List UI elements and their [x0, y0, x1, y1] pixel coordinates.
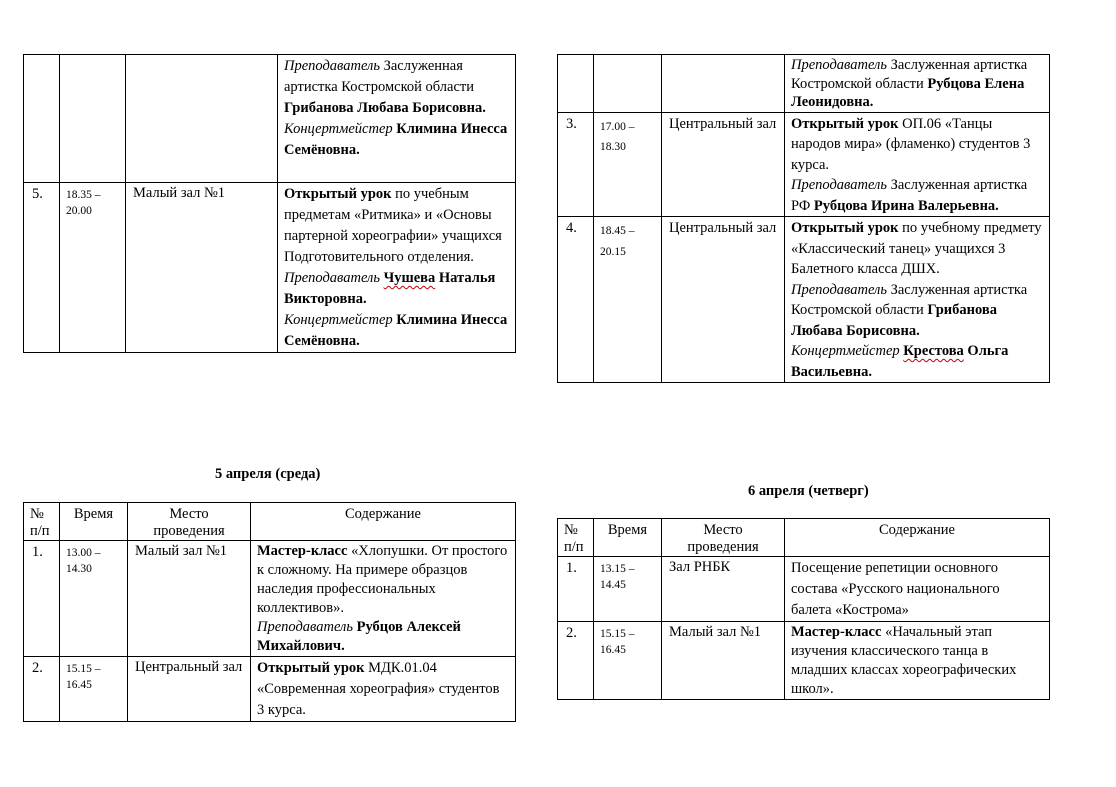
cell-time: 17.00 – 18.30	[594, 112, 662, 217]
day-heading-april-5: 5 апреля (среда)	[215, 466, 321, 482]
schedule-table-april-6	[557, 518, 1050, 700]
table-row	[558, 217, 1050, 383]
cell-num	[558, 55, 594, 113]
cell-place: Зал РНБК	[662, 557, 785, 622]
header-content: Содержание	[785, 519, 1050, 557]
schedule-table-continued-right	[557, 54, 1050, 383]
cell-time	[594, 55, 662, 113]
table-row	[558, 557, 1050, 622]
cell-time: 18.35 – 20.00	[60, 183, 126, 353]
header-time: Время	[594, 519, 662, 557]
table-row	[24, 183, 516, 353]
table-row	[24, 541, 516, 657]
cell-place: Центральный зал	[662, 217, 785, 383]
cell-time: 13.15 – 14.45	[594, 557, 662, 622]
cell-place: Малый зал №1	[128, 541, 251, 657]
header-content: Содержание	[251, 503, 516, 541]
table-row	[24, 657, 516, 722]
cell-num: 1.	[558, 557, 594, 622]
table-header-row	[24, 503, 516, 541]
header-place: Место проведения	[128, 503, 251, 541]
table-row	[558, 112, 1050, 217]
cell-content: Преподаватель Заслуженная артистка Костромской области Рубцова Елена Леонидовна.	[785, 55, 1050, 113]
cell-place: Центральный зал	[128, 657, 251, 722]
cell-num: 1.	[24, 541, 60, 657]
schedule-table-april-5	[23, 502, 516, 722]
schedule-table-continued-left	[23, 54, 516, 353]
cell-place: Центральный зал	[662, 112, 785, 217]
header-time: Время	[60, 503, 128, 541]
cell-time: 13.00 – 14.30	[60, 541, 128, 657]
cell-time: 18.45 – 20.15	[594, 217, 662, 383]
cell-content: Посещение репетиции основного состава «Русского национального балета «Кострома»	[785, 557, 1050, 622]
cell-content: Открытый урок МДК.01.04 «Современная хореография» студентов 3 курса.	[251, 657, 516, 722]
cell-content: Мастер-класс «Хлопушки. От простого к сложному. На примере образцов наследия профессиональных коллективов». Преподаватель Рубцов Алексей Михайлович.	[251, 541, 516, 657]
table-row	[558, 622, 1050, 700]
cell-place	[662, 55, 785, 113]
cell-content: Мастер-класс «Начальный этап изучения классического танца в младших классах хореографических школ».	[785, 622, 1050, 700]
header-num: № п/п	[558, 519, 594, 557]
cell-num: 2.	[558, 622, 594, 700]
cell-time: 15.15 – 16.45	[60, 657, 128, 722]
cell-content: Преподаватель Заслуженная артистка Костромской области Грибанова Любава Борисовна. Концертмейстер Климина Инесса Семёновна.	[278, 55, 516, 183]
cell-time: 15.15 – 16.45	[594, 622, 662, 700]
table-row	[24, 55, 516, 183]
table-header-row	[558, 519, 1050, 557]
cell-place: Малый зал №1	[662, 622, 785, 700]
cell-num: 2.	[24, 657, 60, 722]
cell-num: 4.	[558, 217, 594, 383]
cell-content: Открытый урок ОП.06 «Танцы народов мира» (фламенко) студентов 3 курса. Преподаватель Заслуженная артистка РФ Рубцова Ирина Валерьевна.	[785, 112, 1050, 217]
cell-place	[126, 55, 278, 183]
cell-time	[60, 55, 126, 183]
cell-num: 3.	[558, 112, 594, 217]
header-place: Место проведения	[662, 519, 785, 557]
cell-place: Малый зал №1	[126, 183, 278, 353]
table-row	[558, 55, 1050, 113]
header-num: № п/п	[24, 503, 60, 541]
cell-content: Открытый урок по учебному предмету «Классический танец» учащихся 3 Балетного класса ДШХ. Преподаватель Заслуженная артистка Костромской области Грибанова Любава Борисовна. Концертмейстер Крестова Ольга Васильевна.	[785, 217, 1050, 383]
cell-num	[24, 55, 60, 183]
day-heading-april-6: 6 апреля (четверг)	[748, 483, 869, 499]
cell-content: Открытый урок по учебным предметам «Ритмика» и «Основы партерной хореографии» учащихся Подготовительного отделения. Преподаватель Чушева Наталья Викторовна. Концертмейстер Климина Инесса Семёновна.	[278, 183, 516, 353]
cell-num: 5.	[24, 183, 60, 353]
